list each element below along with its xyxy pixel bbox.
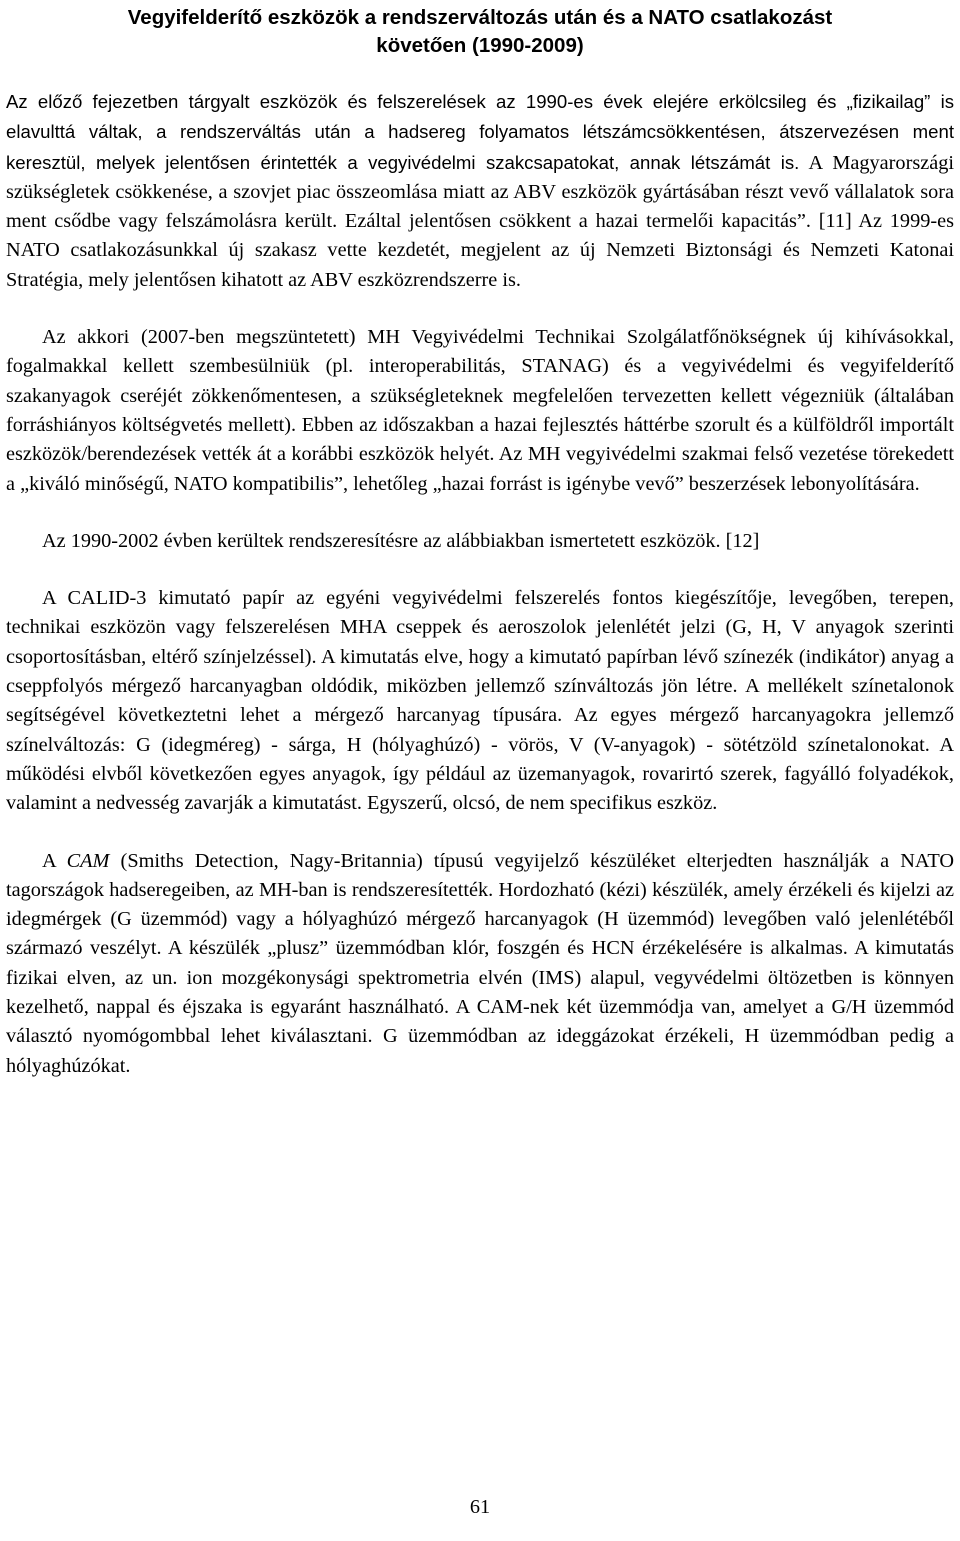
paragraph-intro <box>6 87 954 295</box>
paragraph-intro-serif-part: A Magyarországi szükségletek csökkenése, a szovjet piac összeomlása miatt az ABV eszközök gyártásában részt vevő vállalatok sora ment csődbe vagy felszámolásra került. Ezáltal jelentősen csökkent a hazai termelői kapacitás”. [11] Az 1999-es NATO csatlakozásunkkal új szakasz vette kezdetét, megjelent az új Nemzeti Biztonsági és Nemzeti Katonai Stratégia, mely jelentősen kihatott az ABV eszközrendszerre is. <box>6 151 954 291</box>
paragraph-calid: A CALID-3 kimutató papír az egyéni vegyivédelmi felszerelés fontos kiegészítője, levegőben, terepen, technikai eszközön vagy felszerelésen MHA cseppek és aeroszolok jelenlétét jelzi (G, H, V anyagok szerinti csoportosításban, eltérő színjelzéssel). A kimutatás elve, hogy a kimutató papírban lévő színezék (indikátor) anyag a cseppfolyós mérgező harcanyagban oldódik, miközben jellemző színváltozás jön létre. A mellékelt színetalonok segítségével következtetni lehet a mérgező harcanyag típusára. Az egyes mérgező harcanyagokra jellemző színelváltozás: G (idegméreg) - sárga, H (hólyaghúzó) - vörös, V (V-anyagok) - sötétzöld színetalonokat. A működési elvből következően egyes anyagok, így például az üzemanyagok, rovarirtó szerek, fagyálló folyadékok, valamint a nedvesség zavarják a kimutatást. Egyszerű, olcsó, de nem specifikus eszköz. <box>6 587 954 815</box>
paragraph-cam-device-name: CAM <box>66 849 110 872</box>
page-number: 61 <box>469 1496 491 1518</box>
title-line-1: Vegyifelderítő eszközök a rendszerváltozás után és a NATO csatlakozást <box>127 6 833 29</box>
paragraph-cam <box>6 847 954 1081</box>
title-line-2: követően (1990-2009) <box>376 34 584 57</box>
paragraph-cam-lead: A <box>42 849 67 872</box>
paragraph-service: Az akkori (2007-ben megszüntetett) MH Vegyivédelmi Technikai Szolgálatfőnökségnek új kihívásokkal, fogalmakkal kellett szembesülniük (pl. interoperabilitás, STANAG) és a vegyivédelmi és vegyifelderítő szakanyagok cseréjét zökkenőmentesen, a szükségleteknek megfelelően tervezetten kellett végezniük (általában forráshiányos költségvetés mellett). Ebben az időszakban a hazai fejlesztés háttérbe szorult és a külföldről importált eszközök/berendezések vették át a korábbi eszközök helyét. Az MH vegyivédelmi szakmai felső vezetése törekedett a „kiváló minőségű, NATO kompatibilis”, lehetőleg „hazai forrást is igénybe vevő” beszerzések lebonyolítására. <box>6 326 954 495</box>
document-page <box>6 0 954 1081</box>
paragraph-intro-sans-part: Az előző fejezetben tárgyalt eszközök és felszerelések az 1990-es évek elejére erkölcsileg és „fizikailag” is elavulttá váltak, a rendszerváltás után a hadsereg folyamatos létszámcsökkentésen, átszervezésen ment keresztül, melyek jelentősen érintették a vegyivédelmi szakcsapatokat, annak létszámát is. <box>6 91 954 173</box>
paragraph-equipment-intro: Az 1990-2002 évben kerültek rendszeresítésre az alábbiakban ismertetett eszközök. [12] <box>42 529 760 552</box>
paragraph-cam-text: (Smiths Detection, Nagy-Britannia) típusú vegyijelző készüléket elterjedten használják a NATO tagországok hadseregeiben, az MH-ban is rendszeresítették. Hordozható (kézi) készülék, amely érzékeli és kijelzi az idegmérgek (G üzemmód) vagy a hólyaghúzó mérgező harcanyagok (H üzemmód) levegőben való jelenlétéből származó veszélyt. A készülék „plusz” üzemmódban klór, foszgén és HCN érzékelésére is alkalmas. A kimutatás fizikai elven, az un. ion mozgékonysági spektrometria elvén (IMS) alapul, vegyvédelmi öltözetben is könnyen kezelhető, nappal és éjszaka is egyaránt használható. A CAM-nek két üzemmódja van, amelyet a G/H üzemmód választó nyomógombbal lehet kiválasztani. G üzemmódban az ideggázokat érzékeli, H üzemmódban pedig a hólyaghúzókat. <box>6 849 954 1077</box>
page-title <box>6 4 954 60</box>
